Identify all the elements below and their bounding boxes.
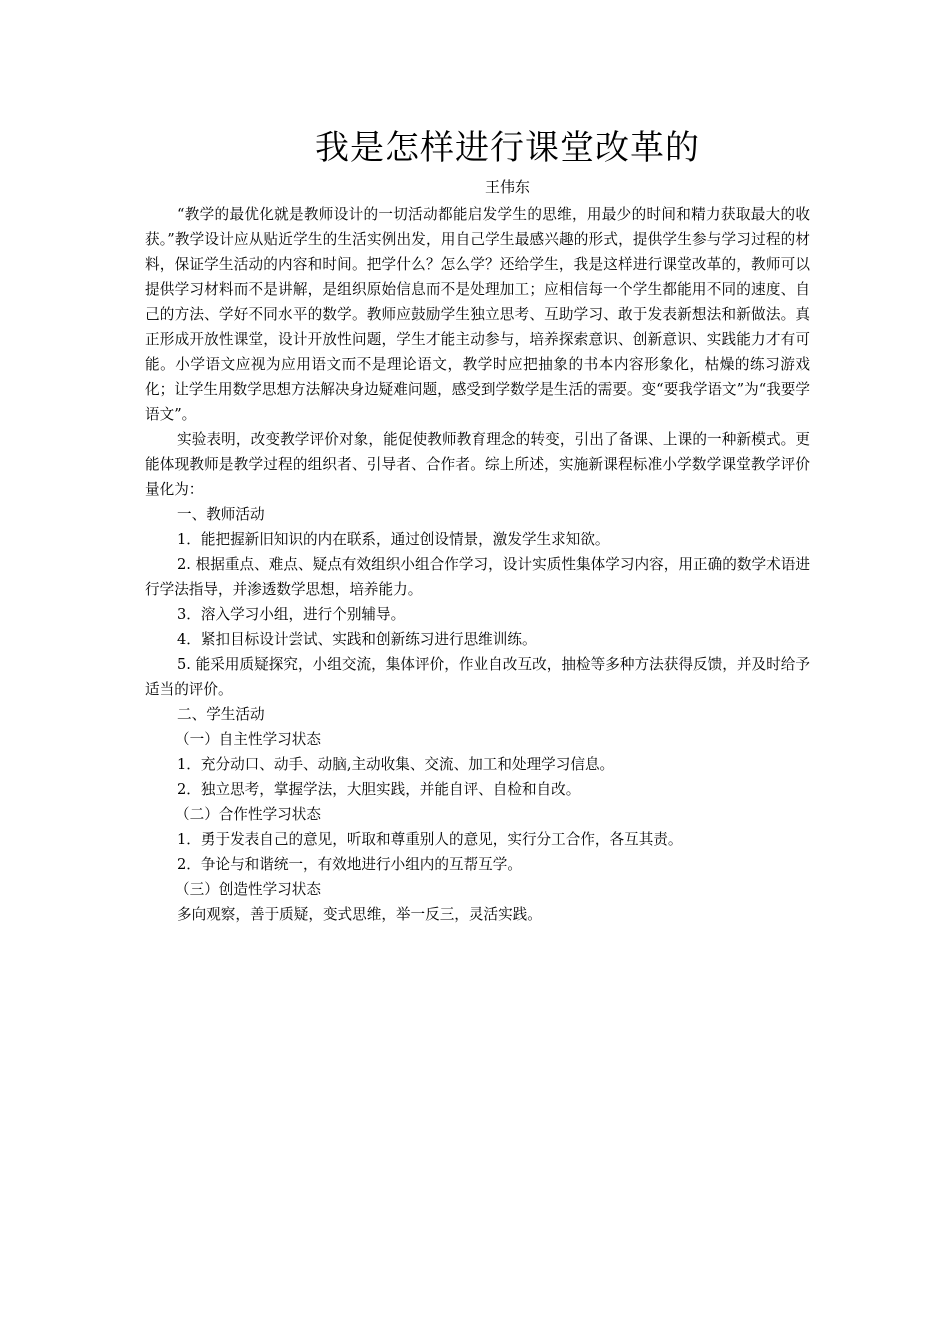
autonomous-item-1: 1．充分动口、动手、动脑,主动收集、交流、加工和处理学习信息。 (177, 756, 615, 773)
experiment-paragraph: 实验表明，改变教学评价对象，能促使教师教育理念的转变，引出了备课、上课的一种新模式。更能体现教师是教学过程的组织者、引导者、合作者。综上所述，实施新课程标准小学数学课堂教学评价量化为： (145, 431, 810, 498)
cooperative-item-1: 1．勇于发表自己的意见，听取和尊重别人的意见，实行分工合作，各互其责。 (177, 831, 683, 848)
subsection-heading-cooperative: （二）合作性学习状态 (175, 806, 321, 823)
subsection-heading-autonomous: （一）自主性学习状态 (175, 731, 321, 748)
teacher-item-5: 5. 能采用质疑探究，小组交流，集体评价，作业自改互改，抽检等多种方法获得反馈，并及时给予适当的评价。 (145, 656, 810, 698)
teacher-item-2: 2. 根据重点、难点、疑点有效组织小组合作学习，设计实质性集体学习内容，用正确的数学术语进行学法指导，并渗透数学思想，培养能力。 (145, 556, 810, 598)
section-heading-teacher: 一、教师活动 (177, 506, 265, 523)
subsection-heading-creative: （三）创造性学习状态 (175, 881, 321, 898)
document-page (145, 120, 810, 927)
teacher-item-4: 4．紧扣目标设计尝试、实践和创新练习进行思维训练。 (177, 631, 537, 648)
cooperative-item-2: 2．争论与和谐统一，有效地进行小组内的互帮互学。 (177, 856, 522, 873)
teacher-item-1: 1．能把握新旧知识的内在联系，通过创设情景，激发学生求知欲。 (177, 531, 610, 548)
intro-paragraph: “教学的最优化就是教师设计的一切活动都能启发学生的思维，用最少的时间和精力获取最大的收获。”教学设计应从贴近学生的生活实例出发，用自己学生最感兴趣的形式，提供学生参与学习过程的材料，保证学生活动的内容和时间。把学什么？怎么学？还给学生，我是这样进行课堂改革的，教师可以提供学习材料而不是讲解，是组织原始信息而不是处理加工；应相信每一个学生都能用不同的速度、自己的方法、学好不同水平的数学。教师应鼓励学生独立思考、互助学习、敢于发表新想法和新做法。真正形成开放性课堂，设计开放性问题，学生才能主动参与，培养探索意识、创新意识、实践能力才有可能。小学语文应视为应用语文而不是理论语文，教学时应把抽象的书本内容形象化，枯燥的练习游戏化；让学生用数学思想方法解决身边疑难问题，感受到学数学是生活的需要。变“要我学语文”为“我要学语文”。 (145, 206, 810, 423)
teacher-item-3: 3．溶入学习小组，进行个别辅导。 (177, 606, 406, 623)
document-author: 王伟东 (484, 178, 530, 196)
section-heading-student: 二、学生活动 (177, 706, 265, 723)
document-title: 我是怎样进行课堂改革的 (315, 128, 700, 168)
autonomous-item-2: 2．独立思考，掌握学法，大胆实践，并能自评、自检和自改。 (177, 781, 581, 798)
creative-item-1: 多向观察，善于质疑，变式思维，举一反三，灵活实践。 (177, 906, 542, 923)
